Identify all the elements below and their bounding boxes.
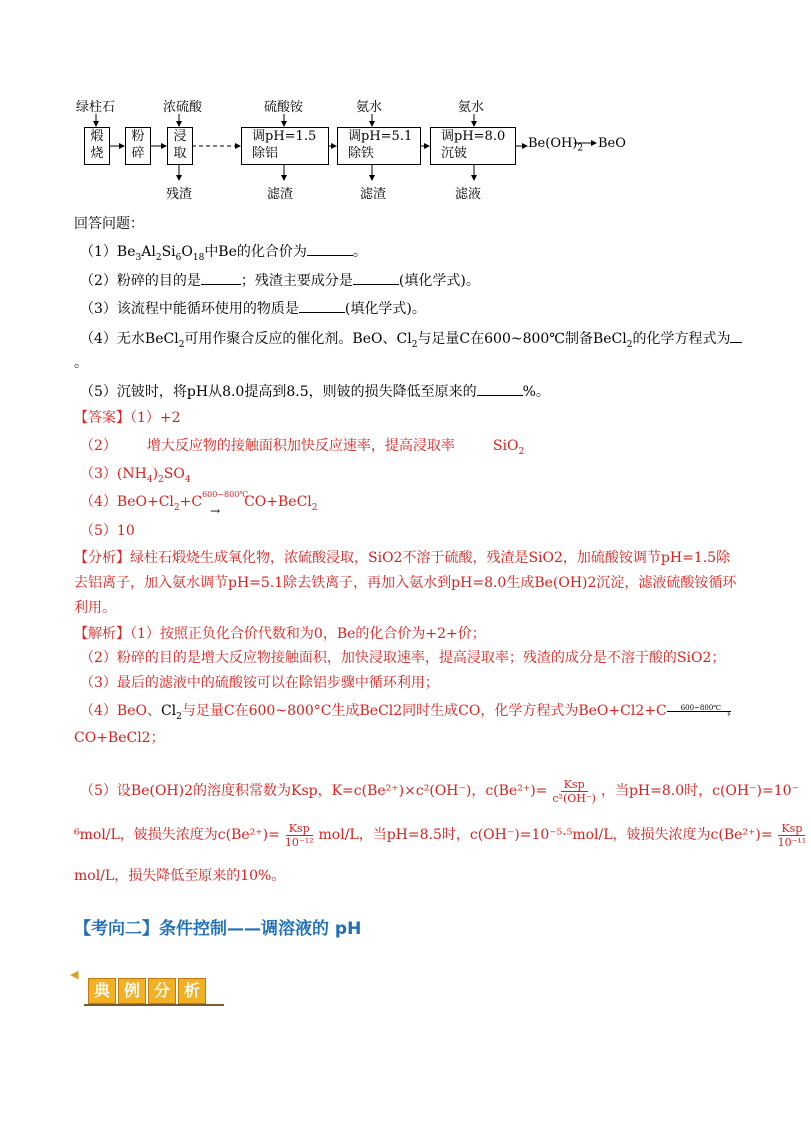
answer-text: 增大反应物的接触面积加快反应速率，提高浸取率 bbox=[146, 438, 455, 454]
answer-text: （1）+2 bbox=[130, 410, 181, 426]
answer-text: （2） bbox=[80, 438, 117, 454]
answer-blank bbox=[730, 328, 742, 343]
banner-char: 分 bbox=[148, 978, 176, 1004]
step-text: 煅 bbox=[90, 129, 104, 144]
answer-label: 【答案】 bbox=[74, 410, 130, 426]
answer-text: $(4)BeO+Cl_2+C$ bbox=[80, 494, 203, 513]
solution-text: （1）按照正负化合价代数和为0，Be的化合价为+2+价； bbox=[130, 626, 486, 642]
solution-text: （5）设Be(OH)2的溶度积常数为Ksp，K=c(Be²⁺)×c²(OH⁻)，c(Be²⁺)= bbox=[80, 783, 548, 799]
fraction-num: Ksp bbox=[286, 822, 313, 836]
input-label: 绿柱石 bbox=[76, 100, 116, 115]
q-text: （2）粉碎的目的是 bbox=[80, 273, 201, 289]
question-1 bbox=[80, 241, 367, 268]
answer-blank bbox=[353, 270, 399, 285]
q-text: (填化学式)。 bbox=[344, 301, 426, 317]
q-text: 。 bbox=[352, 244, 367, 260]
reaction-condition: 600~800℃ bbox=[680, 704, 722, 712]
banner-char: 析 bbox=[178, 978, 206, 1004]
answer-text: $(3)(NH_4)_2SO_4$ bbox=[80, 466, 191, 485]
step-text: 浸 bbox=[173, 129, 187, 144]
fraction-num: Ksp bbox=[561, 778, 588, 792]
reaction-arrow: 600~800℃ › bbox=[667, 704, 735, 718]
fraction-den: c²(OH⁻) bbox=[552, 791, 596, 805]
formula: BeCl$_2$ bbox=[592, 331, 633, 350]
question-5 bbox=[80, 381, 550, 402]
solution-line-7: mol/L，损失降低至原来的10%。 bbox=[74, 868, 286, 884]
solution-text: 与足量C在600~800°C生成BeCl2同时生成CO，化学方程式为BeO+Cl2+C bbox=[181, 703, 667, 719]
q-text: 的化学方程式为 bbox=[632, 331, 731, 347]
input-label: 氨水 bbox=[356, 100, 383, 115]
solution-line-4-cont: CO+BeCl2； bbox=[74, 730, 165, 746]
formula: $Cl_2$ bbox=[160, 703, 182, 722]
solution-line-4 bbox=[80, 701, 735, 727]
q-text: （4）无水 bbox=[80, 331, 145, 347]
step-text: 调pH=8.0 bbox=[441, 129, 506, 144]
output-label: 残渣 bbox=[166, 187, 193, 202]
step-text: 碎 bbox=[131, 146, 145, 161]
input-label: 硫酸铵 bbox=[264, 100, 304, 115]
question-4-cont: 。 bbox=[74, 355, 88, 371]
solution-text: mol/L，当pH=8.5时，c(OH⁻)=10⁻⁵·⁵mol/L，铍损失浓度为c(Be²⁺)= bbox=[318, 827, 773, 843]
formula: $Cl_2$ bbox=[396, 331, 418, 350]
output-label: 滤渣 bbox=[267, 187, 294, 202]
answer-line-2 bbox=[80, 436, 524, 462]
solution-text: （4）BeO、 bbox=[80, 703, 161, 719]
q-text: 中Be的化合价为 bbox=[204, 244, 307, 260]
answer-blank bbox=[201, 270, 241, 285]
banner-char: 例 bbox=[118, 978, 146, 1004]
formula: BeCl$_2$ bbox=[144, 331, 185, 350]
solution-line-2: （2）粉碎的目的是增大反应物接触面积，加快浸取速率，提高浸取率；残渣的成分是不溶于酸的SiO2； bbox=[80, 650, 726, 666]
flow-arrows bbox=[0, 0, 800, 220]
solution-line-6 bbox=[74, 820, 811, 850]
reaction-condition: 600~800℃ bbox=[202, 490, 249, 499]
q-text: %。 bbox=[522, 384, 550, 400]
speaker-icon: ◀ bbox=[70, 968, 79, 981]
section-heading: 【考向二】条件控制——调溶液的 pH bbox=[74, 919, 362, 939]
solution-text: ，当pH=8.0时，c(OH⁻)=10⁻ bbox=[600, 783, 799, 799]
step-text: 除铝 bbox=[252, 146, 279, 161]
output-label: 滤渣 bbox=[360, 187, 387, 202]
fraction-num: Ksp bbox=[778, 822, 805, 836]
analysis-text: 绿柱石煅烧生成氧化物，浓硫酸浸取，SiO2不溶于硫酸，残渣是SiO2，加硫酸铵调节pH=1.5除 bbox=[130, 550, 731, 566]
solution-line-5 bbox=[80, 776, 799, 806]
banner-char: 典 bbox=[88, 978, 116, 1004]
fraction bbox=[282, 822, 317, 849]
q-text: （5）沉铍时，将pH从8.0提高到8.5，则铍的损失降低至原来的 bbox=[80, 384, 477, 400]
q-text: （3）该流程中能循环使用的物质是 bbox=[80, 301, 299, 317]
input-label: 浓硫酸 bbox=[163, 100, 203, 115]
question-3 bbox=[80, 298, 426, 319]
solution-line-1 bbox=[74, 624, 486, 644]
step-text: 沉铍 bbox=[441, 146, 468, 161]
intro-text: 回答问题： bbox=[74, 216, 144, 232]
product-sub: 2 bbox=[577, 143, 584, 154]
product-beo: BeO bbox=[598, 136, 626, 151]
formula: SiO$_2$ bbox=[492, 438, 525, 457]
step-text: 调pH=1.5 bbox=[252, 129, 317, 144]
q-text: 可用作聚合反应的催化剂。BeO、 bbox=[184, 331, 397, 347]
solution-label: 【解析】 bbox=[74, 626, 130, 642]
step-text: 粉 bbox=[131, 129, 145, 144]
analysis-line-1 bbox=[74, 548, 730, 568]
banner-underline bbox=[84, 1004, 224, 1006]
fraction bbox=[549, 778, 599, 805]
answer-blank bbox=[299, 298, 345, 313]
reaction-arrow: 600~800℃ → bbox=[202, 495, 244, 509]
answer-line-1 bbox=[74, 408, 181, 428]
q-text: (填化学式)。 bbox=[398, 273, 480, 289]
q-text: 与足量C在600~800℃制备 bbox=[417, 331, 593, 347]
output-label: 滤液 bbox=[455, 187, 482, 202]
answer-line-5: （5）10 bbox=[80, 523, 135, 539]
q-text: ；残渣主要成分是 bbox=[240, 273, 353, 289]
q-text: （1） bbox=[80, 244, 117, 260]
fraction-den: 10⁻¹¹ bbox=[777, 835, 807, 849]
analysis-line-2: 去铝离子，加入氨水调节pH=5.1除去铁离子，再加入氨水到pH=8.0生成Be(OH)2沉淀，滤液硫酸铵循环 bbox=[74, 575, 737, 591]
answer-text: CO+BeCl$_2$ bbox=[244, 494, 318, 513]
answer-line-4 bbox=[80, 492, 318, 518]
answer-line-3 bbox=[80, 464, 191, 490]
formula: $Be_3Al_2Si_6O_{18}$ bbox=[116, 244, 205, 263]
input-label: 氨水 bbox=[458, 100, 485, 115]
answer-blank bbox=[477, 381, 523, 396]
fraction bbox=[775, 822, 810, 849]
answer-blank bbox=[307, 241, 353, 256]
step-text: 除铁 bbox=[348, 146, 375, 161]
product-text: Be(OH) bbox=[528, 136, 578, 151]
step-text: 烧 bbox=[90, 146, 104, 161]
step-text: 取 bbox=[173, 146, 187, 161]
solution-text: ⁶mol/L，铍损失浓度为c(Be²⁺)= bbox=[74, 827, 280, 843]
analysis-label: 【分析】 bbox=[74, 550, 130, 566]
question-2 bbox=[80, 270, 480, 291]
fraction-den: 10⁻¹² bbox=[284, 835, 314, 849]
solution-line-3: （3）最后的滤液中的硫酸铵可以在除铝步骤中循环利用； bbox=[80, 675, 439, 691]
analysis-line-3: 利用。 bbox=[74, 600, 116, 616]
step-text: 调pH=5.1 bbox=[348, 129, 413, 144]
question-4 bbox=[80, 328, 742, 355]
